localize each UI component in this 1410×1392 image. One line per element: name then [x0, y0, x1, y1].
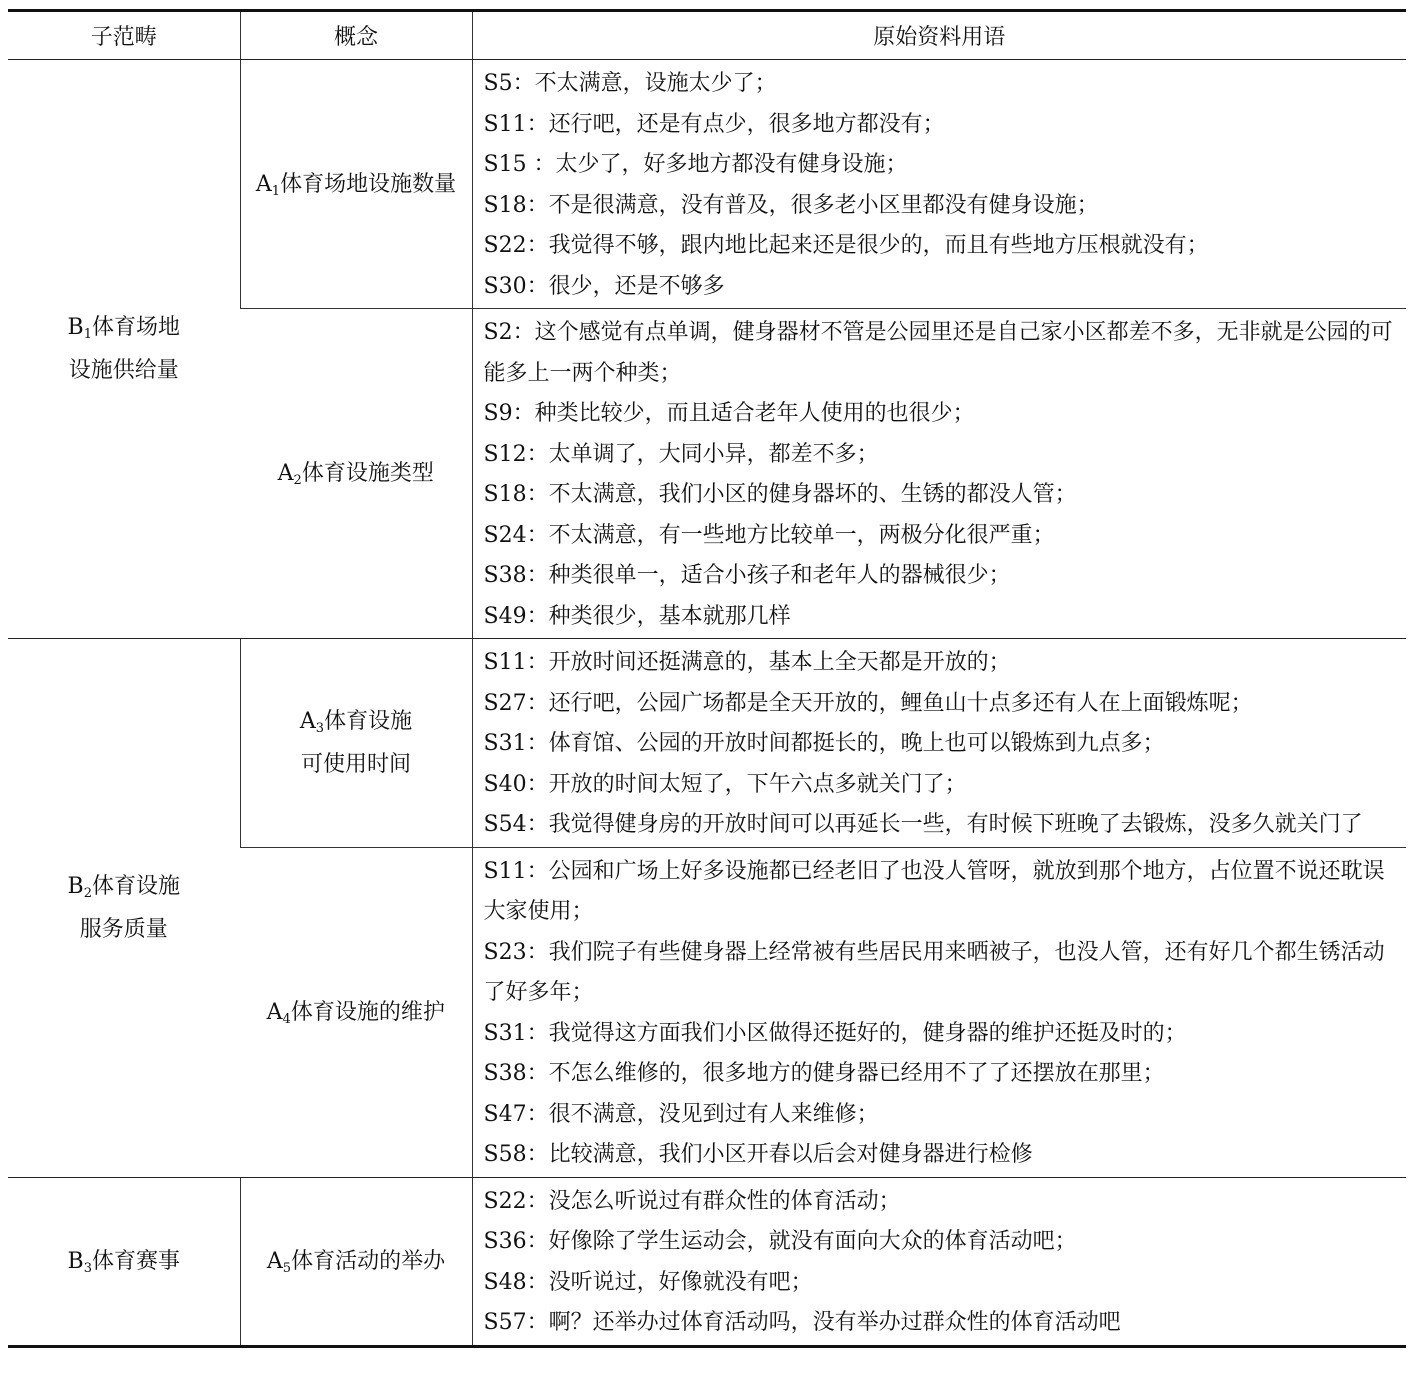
quote-line: S5：不太满意，设施太少了；	[483, 71, 777, 96]
quote-line: S23：我们院子有些健身器上经常被有些居民用来晒被子，也没人管，还有好几个都生锈活动了好多年；	[483, 939, 1385, 1005]
quotes-cell	[472, 639, 1406, 848]
quote-line: S48：没听说过，好像就没有吧；	[483, 1269, 813, 1295]
quote-line: S11：公园和广场上好多设施都已经老旧了也没人管呀，就放到那个地方，占位置不说还耽误大家使用；	[483, 858, 1385, 924]
quote-line: S18：不太满意，我们小区的健身器坏的、生锈的都没人管；	[483, 482, 1077, 507]
quotes-cell	[472, 847, 1406, 1177]
quote-line: S2：这个感觉有点单调，健身器材不管是公园里还是自己家小区都差不多，无非就是公园的可能多上一两个种类；	[483, 320, 1393, 386]
concept-cell: $A_5$体育活动的举办	[240, 1177, 472, 1346]
table-row	[8, 1177, 1406, 1346]
quotes-cell	[472, 1177, 1406, 1346]
quote-line: S40：开放的时间太短了，下午六点多就关门了；	[483, 771, 967, 797]
quote-line: S54：我觉得健身房的开放时间可以再延长一些，有时候下班晚了去锻炼，没多久就关门了	[483, 812, 1363, 837]
quote-line: S27：还行吧，公园广场都是全天开放的，鲤鱼山十点多还有人在上面锻炼呢；	[483, 690, 1253, 716]
concept-cell: $A_4$体育设施的维护	[240, 847, 472, 1177]
quotes-cell	[472, 60, 1406, 309]
header-concept: 概念	[240, 11, 472, 60]
header-raw-data: 原始资料用语	[472, 11, 1406, 60]
table-row	[8, 639, 1406, 848]
quote-line: S24：不太满意，有一些地方比较单一，两极分化很严重；	[483, 522, 1055, 548]
coding-table	[8, 9, 1406, 1348]
concept-cell: $A_2$体育设施类型	[240, 309, 472, 639]
concept-cell: $A_1$体育场地设施数量	[240, 60, 472, 309]
header-subcategory: 子范畴	[8, 11, 240, 60]
quote-line: S30：很少，还是不够多	[483, 273, 725, 299]
quote-line: S11：还行吧，还是有点少，很多地方都没有；	[483, 111, 945, 137]
quote-line: S12：太单调了，大同小异，都差不多；	[483, 441, 879, 467]
header-row	[8, 11, 1406, 60]
table-row	[8, 60, 1406, 309]
quotes-cell	[472, 309, 1406, 639]
quote-line: S11：开放时间还挺满意的，基本上全天都是开放的；	[483, 650, 1011, 675]
subcategory-cell: $B_1$体育场地 设施供给量	[8, 60, 240, 639]
subcategory-cell: $B_3$体育赛事	[8, 1177, 240, 1346]
subcategory-cell: $B_2$体育设施 服务质量	[8, 639, 240, 1178]
quote-line: S49：种类很少，基本就那几样	[483, 603, 791, 629]
quote-line: S47：很不满意，没见到过有人来维修；	[483, 1101, 879, 1127]
quote-line: S15 ：太少了，好多地方都没有健身设施；	[483, 152, 908, 177]
quote-line: S31：体育馆、公园的开放时间都挺长的，晚上也可以锻炼到九点多；	[483, 731, 1165, 756]
quote-line: S31：我觉得这方面我们小区做得还挺好的，健身器的维护还挺及时的；	[483, 1020, 1187, 1046]
quote-line: S38：种类很单一，适合小孩子和老年人的器械很少；	[483, 563, 1011, 588]
quote-line: S57：啊？还举办过体育活动吗，没有举办过群众性的体育活动吧	[483, 1310, 1121, 1335]
quote-line: S58：比较满意，我们小区开春以后会对健身器进行检修	[483, 1142, 1033, 1167]
quote-line: S36：好像除了学生运动会，就没有面向大众的体育活动吧；	[483, 1229, 1077, 1254]
quote-line: S38：不怎么维修的，很多地方的健身器已经用不了了还摆放在那里；	[483, 1061, 1165, 1086]
quote-line: S18：不是很满意，没有普及，很多老小区里都没有健身设施；	[483, 192, 1099, 218]
quote-line: S22：我觉得不够，跟内地比起来还是很少的，而且有些地方压根就没有；	[483, 233, 1209, 258]
quote-line: S9：种类比较少，而且适合老年人使用的也很少；	[483, 401, 975, 426]
concept-cell: $A_3$体育设施 可使用时间	[240, 639, 472, 848]
quote-line: S22：没怎么听说过有群众性的体育活动；	[483, 1188, 901, 1214]
